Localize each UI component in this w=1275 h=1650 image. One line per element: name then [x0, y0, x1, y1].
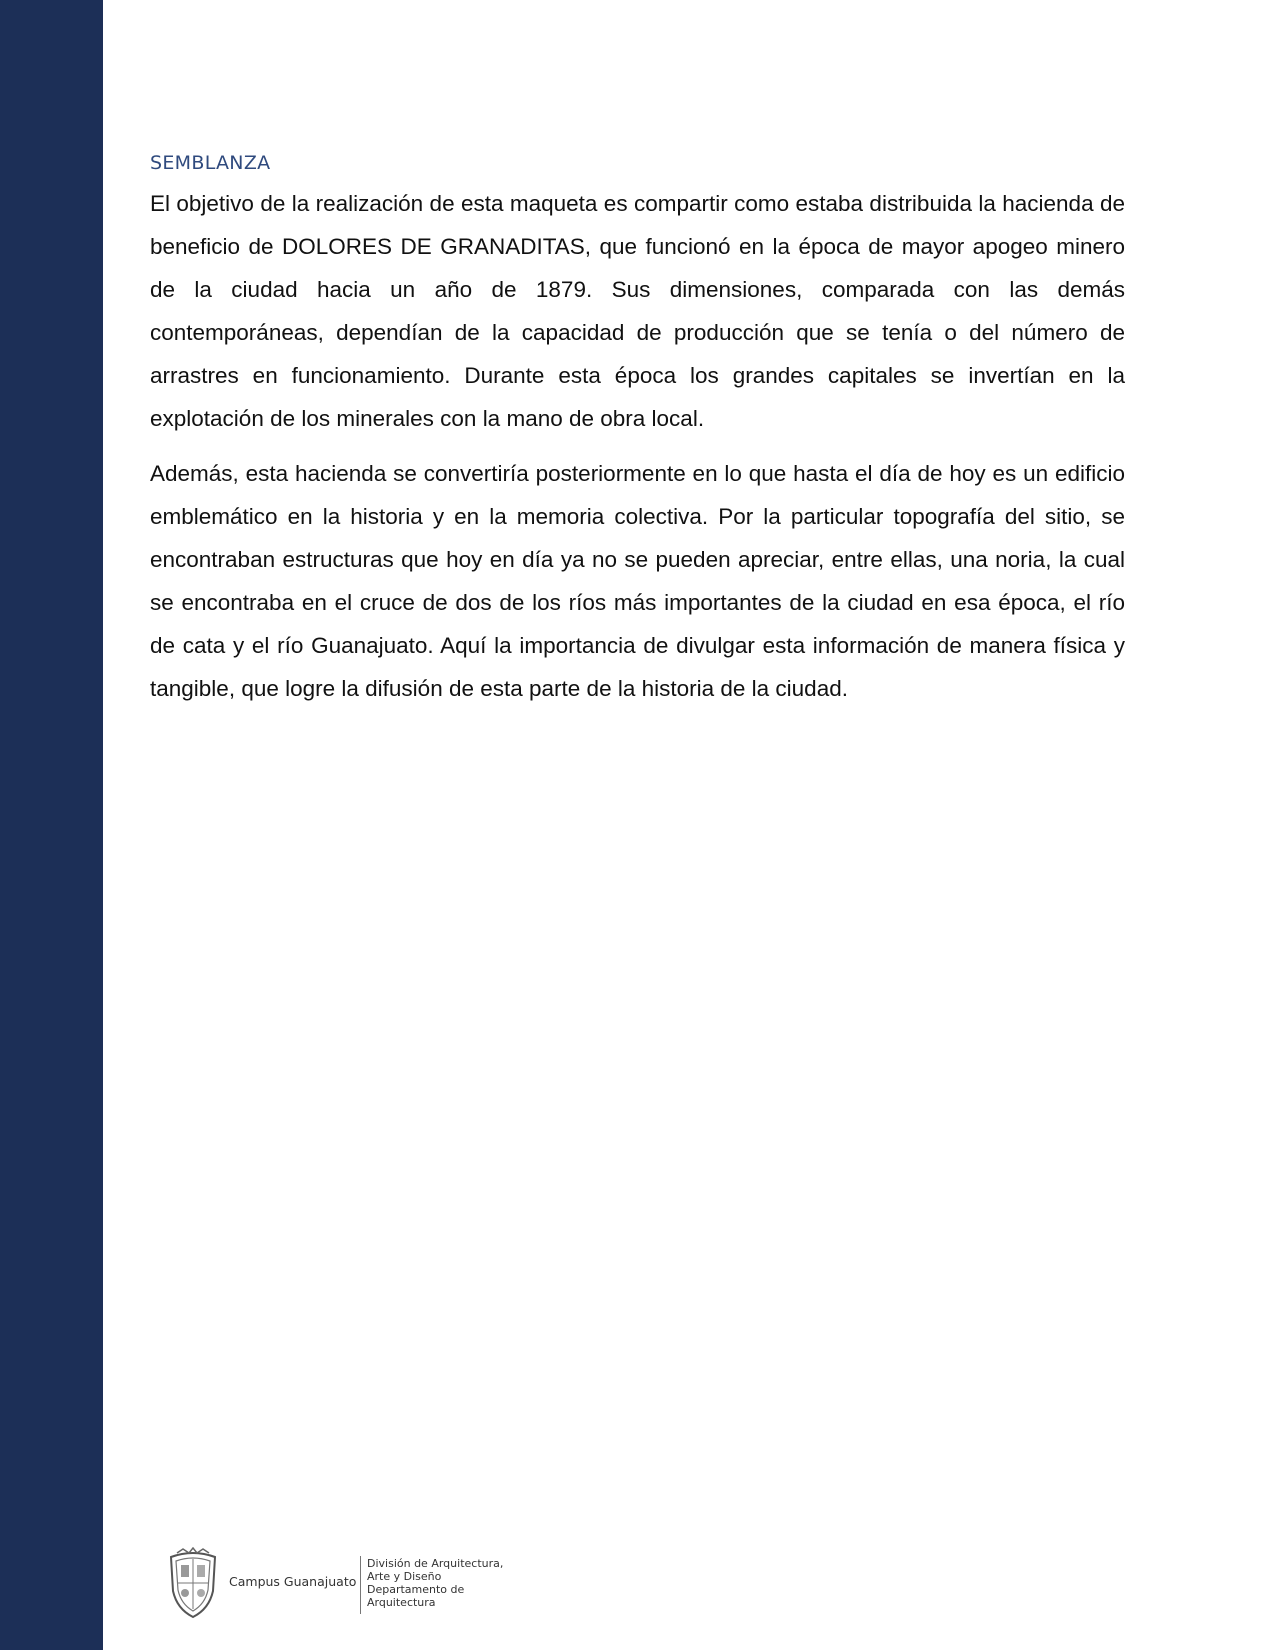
section-heading: SEMBLANZA: [150, 152, 271, 174]
department-line: División de Arquitectura,: [367, 1557, 504, 1570]
department-info: [367, 1557, 503, 1609]
department-line: Arte y Diseño: [367, 1570, 442, 1583]
department-line: Departamento de: [367, 1583, 465, 1596]
document-body: [150, 152, 1125, 722]
side-color-band: [0, 0, 103, 1650]
university-seal-icon: [163, 1547, 223, 1619]
department-line: Arquitectura: [367, 1596, 436, 1609]
paragraph-2: Además, esta hacienda se convertiría posteriormente en lo que hasta el día de hoy es un edificio emblemático en la historia y en la memoria colectiva. Por la particular topografía del sitio, se encontraban estructuras que hoy en día ya no se pueden apreciar, entre ellas, una noria, la cual se encontraba en el cruce de dos de los ríos más importantes de la ciudad en esa época, el río de cata y el río Guanajuato. Aquí la importancia de divulgar esta información de manera física y tangible, que logre la difusión de esta parte de la historia de la ciudad.: [150, 461, 1125, 701]
campus-name: Campus Guanajuato: [229, 1574, 357, 1589]
footer: [163, 1547, 563, 1619]
paragraph-1: El objetivo de la realización de esta maqueta es compartir como estaba distribuida la hacienda de beneficio de DOLORES DE GRANADITAS, que funcionó en la época de mayor apogeo minero de la ciudad hacia un año de 1879. Sus dimensiones, comparada con las demás contemporáneas, dependían de la capacidad de producción que se tenía o del número de arrastres en funcionamiento. Durante esta época los grandes capitales se invertían en la explotación de los minerales con la mano de obra local.: [150, 191, 1125, 431]
footer-divider: [360, 1556, 361, 1614]
